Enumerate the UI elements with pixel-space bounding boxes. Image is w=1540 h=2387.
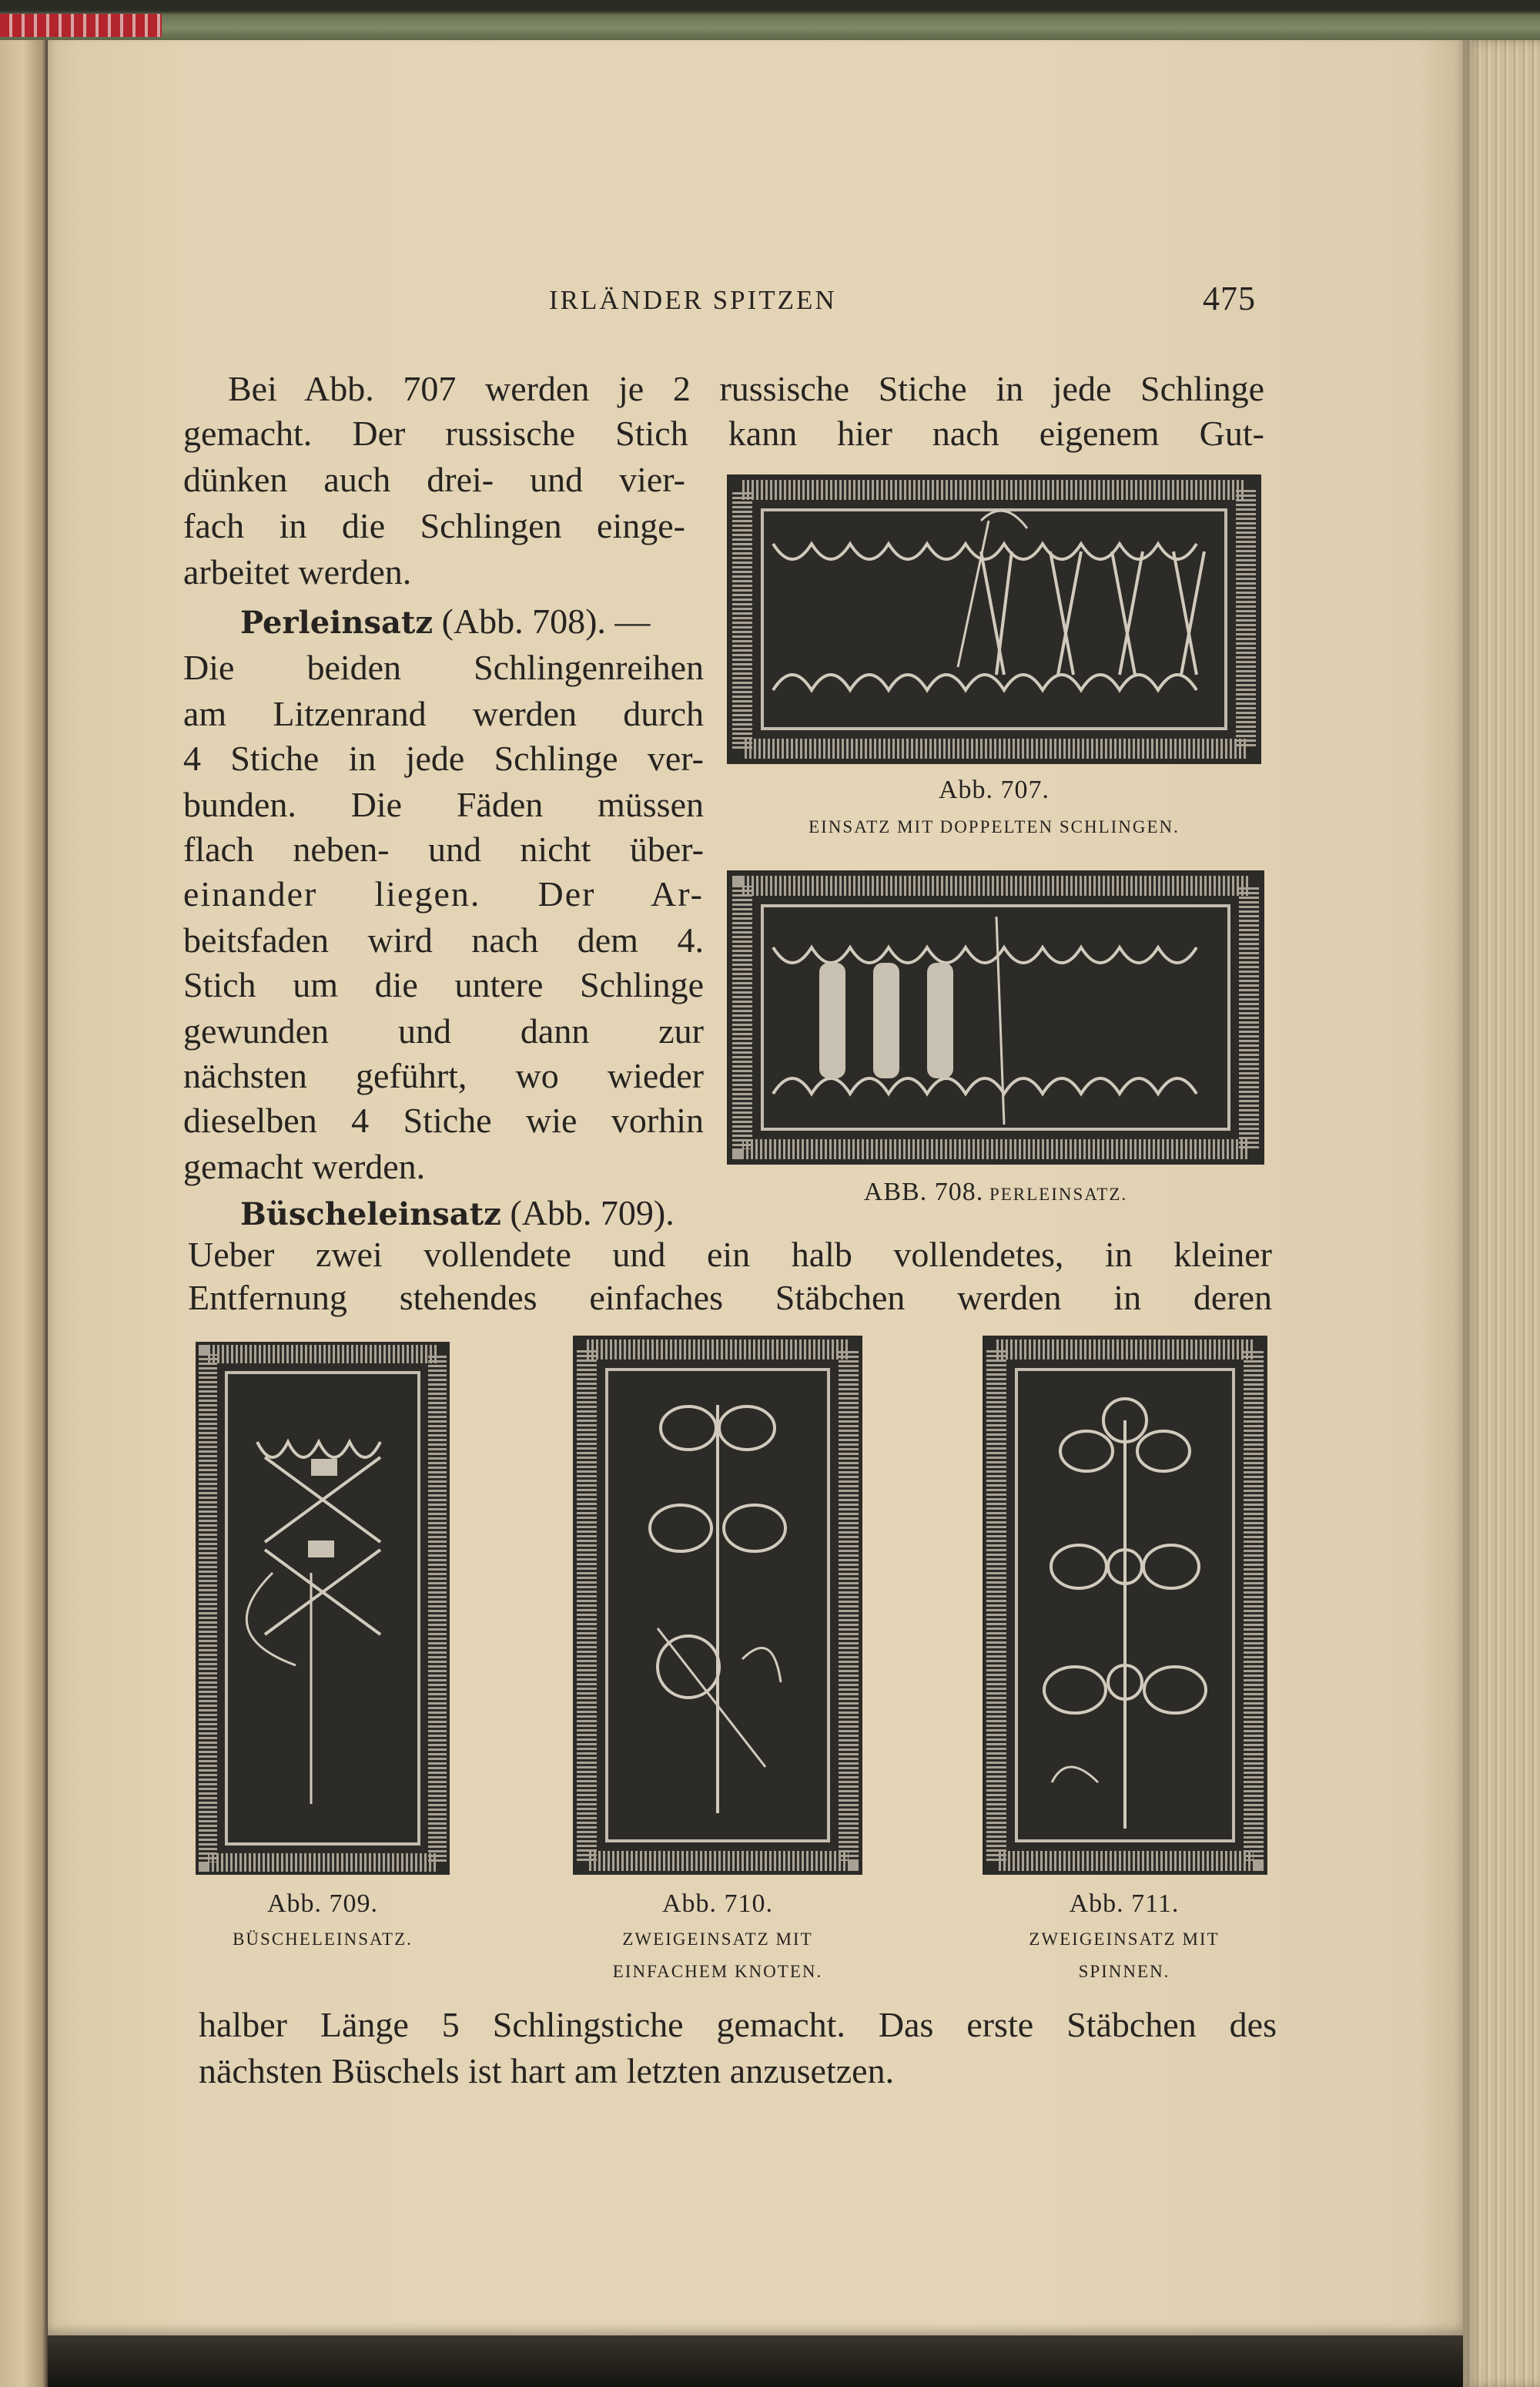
text-line <box>240 599 650 645</box>
text-line: flach neben- und nicht über- <box>183 830 704 869</box>
term-perleinsatz: Perleinsatz <box>240 605 434 641</box>
text-line: arbeitet werden. <box>183 552 412 592</box>
figure-710-caption-line-2: EINFACHEM KNOTEN. <box>612 1962 823 1981</box>
figure-711-caption-line-2: SPINNEN. <box>1078 1962 1170 1981</box>
figure-709-number: Abb. 709. <box>266 1889 379 1918</box>
text-line: gewunden und dann zur <box>183 1011 704 1051</box>
figure-708-caption: ABB. 708. PERLEINSATZ. <box>863 1178 1128 1206</box>
figure-709-photo <box>196 1342 450 1875</box>
page-stack-edges <box>1463 40 1540 2387</box>
text-fragment: (Abb. 708). — <box>433 602 651 641</box>
text-line: 4 Stiche in jede Schlinge ver- <box>183 739 704 778</box>
text-line: einander liegen. Der Ar- <box>183 874 704 914</box>
text-line: Bei Abb. 707 werden je 2 russische Stiche in jede Schlinge <box>228 369 1264 408</box>
text-line <box>240 1191 675 1237</box>
figure-708-photo <box>727 870 1264 1165</box>
figure-711-caption-line-1: ZWEIGEINSATZ MIT <box>1029 1929 1220 1949</box>
figure-707-photo <box>727 474 1261 764</box>
text-line: dünken auch drei- und vier- <box>183 460 685 499</box>
figure-710-number: Abb. 710. <box>661 1889 774 1918</box>
text-line: gemacht. Der russische Stich kann hier nach eigenem Gut- <box>183 414 1264 453</box>
text-line: nächsten Büschels ist hart am letzten anzusetzen. <box>199 2051 895 2090</box>
text-line: am Litzenrand werden durch <box>183 694 704 733</box>
text-line: gemacht werden. <box>183 1147 426 1186</box>
figure-710-photo <box>573 1336 862 1875</box>
text-fragment: (Abb. 709). <box>500 1193 675 1232</box>
text-line: Die beiden Schlingenreihen <box>183 648 704 687</box>
figure-710-caption-line-1: ZWEIGEINSATZ MIT <box>622 1929 813 1949</box>
text-line: Stich um die untere Schlinge <box>183 965 704 1004</box>
text-line: nächsten geführt, wo wieder <box>183 1056 704 1095</box>
figure-711-photo <box>983 1336 1267 1875</box>
text-line: fach in die Schlingen einge- <box>183 506 685 545</box>
text-line: bunden. Die Fäden müssen <box>183 785 704 824</box>
text-line: Ueber zwei vollendete und ein halb vollendetes, in kleiner <box>188 1235 1272 1274</box>
page-number: 475 <box>1203 280 1256 317</box>
figure-711-number: Abb. 711. <box>1069 1889 1180 1918</box>
ribbon-marker <box>0 14 162 37</box>
text-line: Entfernung stehendes einfaches Stäbchen werden in deren <box>188 1278 1272 1317</box>
text-line: halber Länge 5 Schlingstiche gemacht. Das erste Stäbchen des <box>199 2005 1277 2044</box>
book-cover-edge <box>0 0 1540 40</box>
figure-707-caption: EINSATZ MIT DOPPELTEN SCHLINGEN. <box>808 817 1180 836</box>
facing-page-edge <box>0 40 48 2387</box>
figure-709-caption: BÜSCHELEINSATZ. <box>233 1929 413 1949</box>
text-line: beitsfaden wird nach dem 4. <box>183 920 704 960</box>
running-title: IRLÄNDER SPITZEN <box>549 285 837 315</box>
term-bueschelinsatz: Büscheleinsatz <box>240 1196 501 1232</box>
text-line: dieselben 4 Stiche wie vorhin <box>183 1101 704 1140</box>
figure-707-number: Abb. 707. <box>938 776 1050 804</box>
scan-background <box>48 2335 1463 2387</box>
